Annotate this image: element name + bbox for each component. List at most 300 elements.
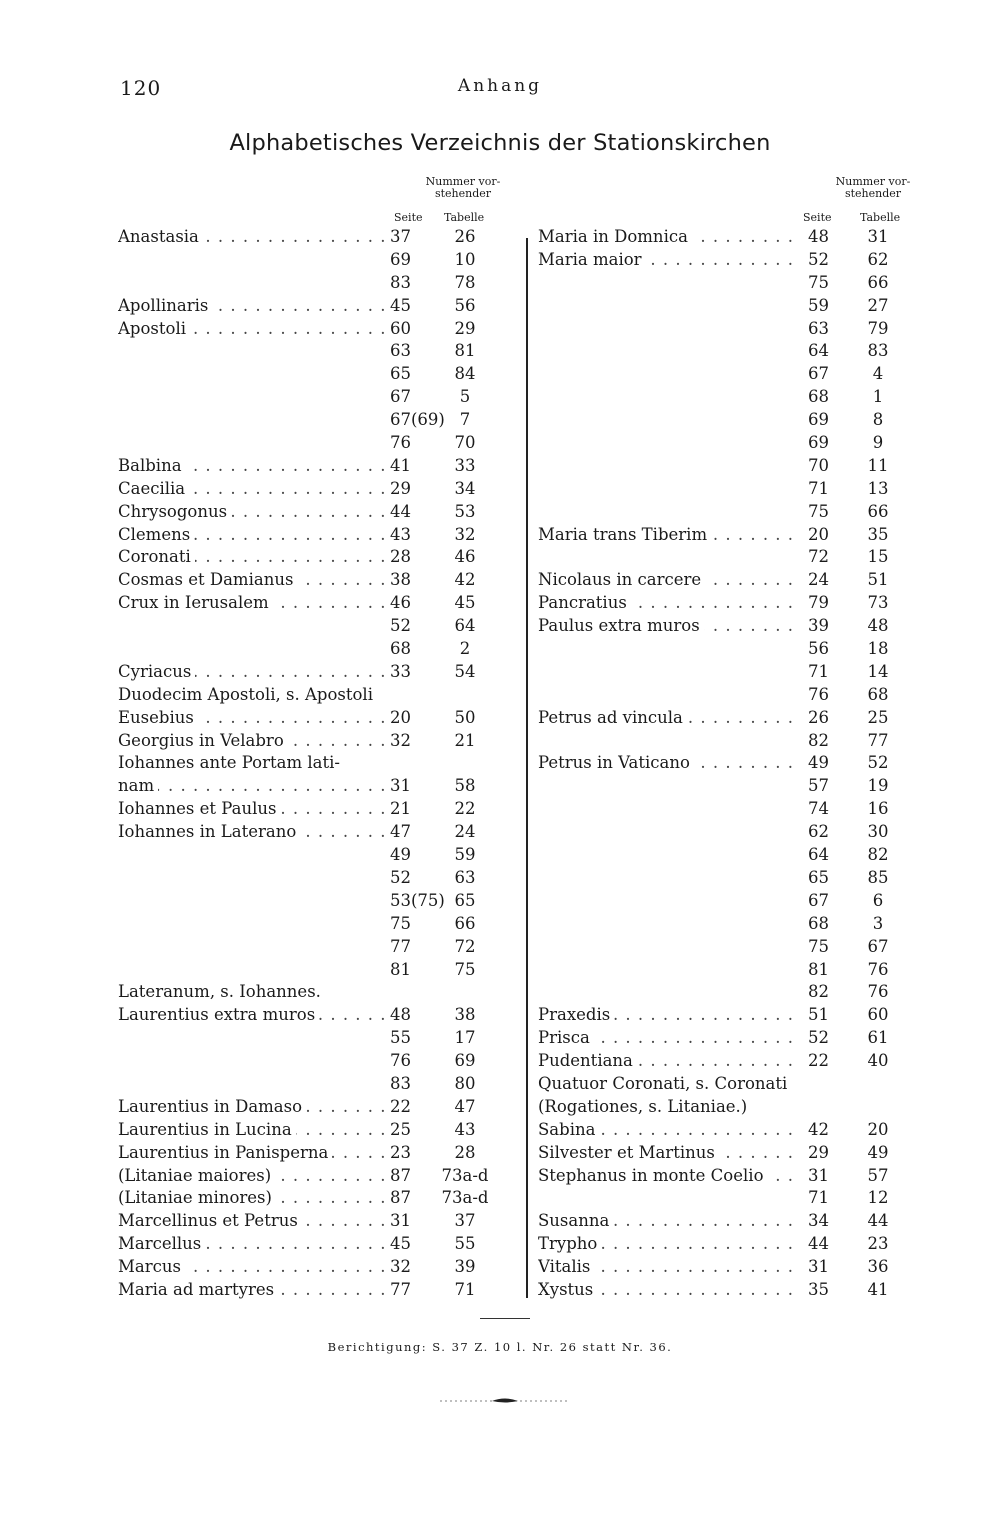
entry-page: 69 [808,410,829,430]
table-row [118,1027,518,1050]
entry-name-label [538,502,542,521]
entry-name-label [118,273,122,292]
entry-table-number: 55 [454,1234,476,1254]
table-row [538,386,918,409]
entry-page: 68 [390,639,411,659]
entry-table-number: 30 [867,822,889,842]
entry-name [538,936,542,959]
entry-name [118,981,325,1004]
entry-page: 62 [808,822,829,842]
entry-table-number: 46 [454,547,476,567]
entry-page: 83 [390,272,411,292]
entry-name-label: Apollinaris [118,296,212,315]
entry-table-number: 54 [454,661,476,681]
page-title: Alphabetisches Verzeichnis der Stationskirchen [229,130,771,156]
table-row [118,455,518,478]
entry-table-number: 28 [454,1142,476,1162]
entry-name [118,1119,390,1142]
entry-table-number: 4 [872,364,884,384]
entry-name-label: Balbina [118,456,186,475]
entry-name [118,661,390,684]
header-seite: Seite [394,211,423,224]
entry-table-number: 56 [454,295,476,315]
entry-page: 38 [390,570,411,590]
entry-name-label [118,616,122,635]
table-row [538,615,918,638]
entry-table-number: 14 [867,661,889,681]
entry-name-label: Crux in Ierusalem [118,593,273,612]
entry-page: 75 [390,913,411,933]
entry-page: 77 [390,936,411,956]
entry-page: 22 [808,1051,829,1071]
entry-page: 46 [390,593,411,613]
table-row [538,1210,918,1233]
entry-page: 65 [808,867,829,887]
entry-page: 43 [390,524,411,544]
entry-table-number: 80 [454,1073,476,1093]
entry-name-label [118,433,122,452]
ornament-divider [440,1395,570,1407]
entry-name [118,798,390,821]
entry-name [538,592,796,615]
table-row [118,730,518,753]
entry-name-label [118,845,122,864]
table-row [118,707,518,730]
entry-name [538,1027,796,1050]
entry-name-label [538,456,542,475]
table-row [538,1027,918,1050]
entry-table-number: 52 [867,753,889,773]
entry-name [538,363,542,386]
entry-page: 67(69) [390,410,445,430]
table-row [538,363,918,386]
entry-page: 55 [390,1028,411,1048]
entry-table-number: 19 [867,776,889,796]
entry-table-number: 26 [454,227,476,246]
entry-table-number: 21 [454,730,476,750]
table-row [538,821,918,844]
entry-name-label: Pudentiana [538,1051,637,1070]
entry-name-label: nam [118,776,158,795]
table-row [118,592,518,615]
entry-page: 67 [808,364,829,384]
entry-name-label: Nicolaus in carcere [538,570,705,589]
table-row [538,592,918,615]
entry-name-label: Praxedis [538,1005,614,1024]
table-row [118,249,518,272]
entry-name [538,501,542,524]
entry-page: 29 [390,478,411,498]
table-row [118,1004,518,1027]
entry-table-number: 40 [867,1051,889,1071]
column-header [538,172,918,226]
entry-page: 48 [390,1005,411,1025]
entry-page: 79 [808,593,829,613]
table-row [538,501,918,524]
entry-name [538,1142,796,1165]
table-row [538,340,918,363]
entry-name [538,661,542,684]
entry-name [118,569,390,592]
entry-name [538,775,542,798]
entry-name [538,981,542,1004]
entry-page: 59 [808,295,829,315]
entry-name-label [538,982,542,1001]
entry-name-label [538,364,542,383]
entry-name [538,752,796,775]
table-row [538,959,918,982]
entry-name [538,386,542,409]
entry-page: 71 [808,661,829,681]
table-row [538,638,918,661]
entry-name [538,1279,796,1302]
entry-name-label [538,662,542,681]
entry-name-label [538,776,542,795]
entry-name [538,913,542,936]
header-seite: Seite [803,211,832,224]
entry-name [538,1233,796,1256]
table-row [538,730,918,753]
header-nummer: Nummer vor- stehender [835,175,911,200]
entry-table-number: 25 [867,707,889,727]
header-tabelle: Tabelle [444,211,485,224]
table-row [538,1119,918,1142]
entry-name-label: Cosmas et Damianus [118,570,297,589]
entry-name-label [538,868,542,887]
table-row [538,1165,918,1188]
entry-page: 63 [390,341,411,361]
entry-page: 57 [808,776,829,796]
entry-page: 45 [390,1234,411,1254]
entry-page: 63 [808,318,829,338]
entry-page: 74 [808,799,829,819]
entry-name [538,1187,542,1210]
table-row [118,1073,518,1096]
entry-name [538,1050,796,1073]
entry-page: 21 [390,799,411,819]
table-row [118,684,518,707]
entry-table-number: 50 [454,707,476,727]
entry-table-number: 8 [872,410,884,430]
table-row [538,890,918,913]
entry-table-number: 17 [454,1028,476,1048]
entry-name-label: Petrus in Vaticano [538,753,694,772]
page-number: 120 [120,76,162,100]
entry-name-label [538,1188,542,1207]
entry-name-label [118,387,122,406]
table-row [538,409,918,432]
entry-name-label [118,868,122,887]
entry-page: 20 [808,524,829,544]
entry-name-label: Vitalis [538,1257,594,1276]
table-row [538,752,918,775]
entry-page: 22 [390,1096,411,1116]
entry-table-number: 75 [454,959,476,979]
entry-table-number: 59 [454,845,476,865]
entry-name [118,1073,122,1096]
entry-table-number: 73a-d [441,1188,489,1208]
entry-name-label: Marcellus [118,1234,205,1253]
entry-name [538,844,542,867]
entry-name-label [538,914,542,933]
entry-page: 48 [808,227,829,246]
entry-table-number: 49 [867,1142,889,1162]
entry-table-number: 69 [454,1051,476,1071]
table-row [538,1187,918,1210]
entry-name [118,386,122,409]
entry-page: 60 [390,318,411,338]
entry-table-number: 62 [867,249,889,269]
entry-name-label [118,960,122,979]
entry-name [538,1119,796,1142]
entry-name [118,1165,390,1188]
entry-table-number: 36 [867,1257,889,1277]
entry-table-number: 66 [867,272,889,292]
entry-name-label [538,319,542,338]
table-row [118,409,518,432]
table-row [118,524,518,547]
entry-name [538,1096,751,1119]
entry-name [118,318,390,341]
entry-table-number: 61 [867,1028,889,1048]
entry-table-number: 53 [454,501,476,521]
entry-name-label: Trypho [538,1234,601,1253]
entry-name [538,318,542,341]
table-row [538,775,918,798]
entry-table-number: 18 [867,639,889,659]
entry-page: 23 [390,1142,411,1162]
entry-page: 52 [390,867,411,887]
column-header [118,172,518,226]
entry-name-label: Iohannes in Laterano [118,822,300,841]
entry-name [538,890,542,913]
entry-name [118,1279,390,1302]
entry-name [538,684,542,707]
table-row [538,684,918,707]
entry-table-number: 70 [454,433,476,453]
entry-name-label: Prisca [538,1028,594,1047]
column-divider [526,238,528,1298]
entry-name-label: Maria ad martyres [118,1280,278,1299]
entry-table-number: 23 [867,1234,889,1254]
table-row [118,295,518,318]
entry-table-number: 35 [867,524,889,544]
table-row [538,295,918,318]
entry-page: 47 [390,822,411,842]
entry-name [538,546,542,569]
entry-name-label [538,410,542,429]
right-column [538,172,918,1302]
entry-name [538,638,542,661]
table-row [538,272,918,295]
entry-name-label: Laurentius in Damaso [118,1097,306,1116]
entry-name [118,775,390,798]
table-row [118,546,518,569]
entry-name-label [538,845,542,864]
table-row [118,615,518,638]
entry-page: 34 [808,1211,829,1231]
entry-name-label: (Litaniae minores) [118,1188,276,1207]
entry-table-number: 66 [454,913,476,933]
table-row [118,226,518,249]
entry-name-label: Pancratius [538,593,631,612]
entry-page: 64 [808,845,829,865]
table-row [118,1142,518,1165]
entry-name-label [538,341,542,360]
entry-name [118,272,122,295]
table-row [538,1050,918,1073]
entry-page: 69 [390,249,411,269]
entry-page: 28 [390,547,411,567]
entry-table-number: 7 [459,410,471,430]
entry-table-number: 29 [454,318,476,338]
table-row [538,913,918,936]
table-row [118,1096,518,1119]
entry-page: 33 [390,661,411,681]
entry-name [118,913,122,936]
entry-name-label: Clemens [118,525,194,544]
table-row [118,1256,518,1279]
entry-name [118,959,122,982]
table-row [118,1119,518,1142]
entry-page: 37 [390,227,411,246]
entry-name-label [118,639,122,658]
divider-rule [480,1318,530,1319]
entry-name [118,1187,390,1210]
entry-name [118,524,390,547]
entry-name-label [538,547,542,566]
entry-page: 68 [808,913,829,933]
entry-name-label: Xystus [538,1280,597,1299]
entry-name-label: Sabina [538,1120,599,1139]
table-row [118,1165,518,1188]
entry-name [118,684,377,707]
entry-name [118,363,122,386]
entry-name-label [118,1074,122,1093]
entry-name-label: Chrysogonus [118,502,231,521]
left-entry-list [118,226,518,1302]
entry-name-label: Lateranum, s. Iohannes. [118,982,325,1001]
entry-table-number: 9 [872,433,884,453]
entry-page: 29 [808,1142,829,1162]
entry-name-label: Iohannes et Paulus [118,799,280,818]
entry-page: 31 [808,1257,829,1277]
entry-name [118,752,344,775]
entry-page: 87 [390,1188,411,1208]
entry-name-label [538,822,542,841]
entry-table-number: 10 [454,249,476,269]
table-row [118,661,518,684]
entry-table-number: 1 [872,387,884,407]
entry-name [538,524,796,547]
entry-name-label [538,296,542,315]
table-row [538,844,918,867]
entry-table-number: 45 [454,593,476,613]
entry-name-label: Apostoli [118,319,190,338]
table-row [538,1256,918,1279]
entry-table-number: 5 [459,387,471,407]
entry-page: 68 [808,387,829,407]
entry-name [118,936,122,959]
entry-name [118,867,122,890]
entry-page: 77 [390,1279,411,1299]
entry-name-label: Marcellinus et Petrus [118,1211,302,1230]
entry-name-label [118,891,122,910]
entry-name [538,455,542,478]
entry-name [118,615,122,638]
table-row [538,318,918,341]
entry-name [538,1073,791,1096]
entry-page: 70 [808,455,829,475]
entry-table-number: 60 [867,1005,889,1025]
entry-name-label: Susanna [538,1211,613,1230]
table-row [538,1279,918,1302]
table-row [118,272,518,295]
entry-table-number: 39 [454,1257,476,1277]
entry-table-number: 84 [454,364,476,384]
table-row [118,821,518,844]
table-row [538,524,918,547]
entry-name [118,1210,390,1233]
table-row [538,1142,918,1165]
entry-name [118,890,122,913]
table-row [118,981,518,1004]
entry-name [118,592,390,615]
entry-table-number: 34 [454,478,476,498]
entry-page: 75 [808,272,829,292]
entry-page: 49 [390,845,411,865]
entry-name-label: Quatuor Coronati, s. Coronati [538,1074,791,1093]
entry-page: 81 [808,959,829,979]
table-row [118,890,518,913]
entry-page: 76 [390,1051,411,1071]
entry-page: 24 [808,570,829,590]
entry-page: 82 [808,982,829,1002]
entry-page: 52 [808,1028,829,1048]
entry-table-number: 12 [867,1188,889,1208]
entry-page: 67 [390,387,411,407]
entry-table-number: 81 [454,341,476,361]
entry-table-number: 44 [867,1211,889,1231]
entry-name [118,1004,390,1027]
entry-page: 44 [808,1234,829,1254]
entry-table-number: 6 [872,890,884,910]
entry-name-label [118,937,122,956]
entry-name-label: Laurentius in Lucina [118,1120,296,1139]
entry-table-number: 65 [454,890,476,910]
entry-table-number: 76 [867,982,889,1002]
entry-name-label: Anastasia [118,227,203,246]
entry-name [118,844,122,867]
table-row [538,936,918,959]
entry-page: 71 [808,478,829,498]
entry-name [118,340,122,363]
entry-table-number: 48 [867,616,889,636]
entry-name-label: Iohannes ante Portam lati- [118,753,344,772]
entry-name-label [538,273,542,292]
entry-table-number: 78 [454,272,476,292]
entry-table-number: 37 [454,1211,476,1231]
entry-name-label [118,914,122,933]
entry-table-number: 42 [454,570,476,590]
entry-name-label: Georgius in Velabro [118,731,288,750]
entry-page: 75 [808,501,829,521]
entry-page: 31 [390,776,411,796]
entry-table-number: 27 [867,295,889,315]
entry-name [538,432,542,455]
entry-name-label: Maria in Domnica [538,227,692,246]
entry-page: 32 [390,730,411,750]
